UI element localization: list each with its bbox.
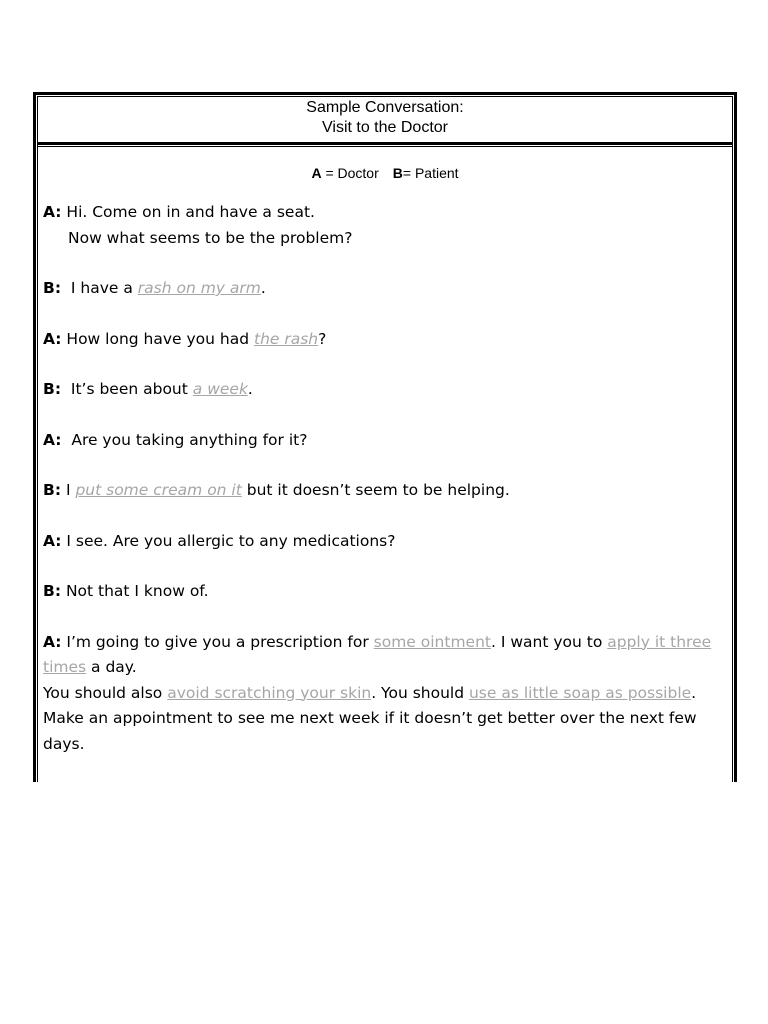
- frame-inner-border-right: [732, 96, 733, 782]
- utterance-text: .: [260, 279, 266, 297]
- fill-in-phrase: avoid scratching your skin: [167, 683, 372, 702]
- utterance-text: .: [247, 380, 253, 398]
- legend-b-key: B: [392, 165, 403, 181]
- speaker-label: B:: [43, 582, 62, 600]
- frame-border-left: [33, 92, 36, 782]
- utterance-text: ?: [318, 329, 327, 348]
- utterance-text: You should also: [43, 683, 168, 702]
- speaker-label: B:: [43, 279, 62, 297]
- speaker-legend: [38, 164, 732, 182]
- utterance-text: .: [691, 683, 697, 702]
- header-divider: [37, 142, 733, 145]
- speaker-label: A:: [43, 531, 62, 550]
- utterance-text: but it doesn’t seem to be helping.: [241, 481, 510, 499]
- header-divider-inner: [37, 146, 733, 147]
- turn-9: [43, 630, 723, 758]
- utterance-text: It’s been about: [61, 380, 193, 398]
- legend-b-value: = Patient: [402, 165, 459, 181]
- utterance-continuation: Make an appointment to see me next week if it doesn’t get better over the next few days.: [43, 709, 697, 753]
- turn-6: [43, 478, 723, 504]
- utterance-continuation: Now what seems to be the problem?: [68, 228, 353, 247]
- turn-7: [43, 529, 723, 555]
- turn-1: [43, 200, 723, 251]
- utterance-text: How long have you had: [61, 329, 254, 348]
- utterance-text: a day.: [86, 658, 137, 676]
- speaker-label: A:: [43, 430, 62, 449]
- speaker-label: A:: [43, 329, 62, 348]
- utterance-text: I: [61, 481, 76, 499]
- turn-4: [43, 377, 723, 403]
- fill-in-phrase: apply it three times: [43, 632, 712, 676]
- legend-a-key: A: [311, 165, 322, 181]
- speaker-label: A:: [43, 632, 62, 651]
- page-title: [38, 98, 732, 138]
- frame-inner-border-top: [37, 96, 733, 97]
- frame-border-top: [33, 92, 737, 95]
- title-line-2: Visit to the Doctor: [322, 119, 448, 136]
- title-line-1: Sample Conversation:: [306, 99, 464, 116]
- utterance-text: I have a: [61, 279, 138, 297]
- turn-8: [43, 579, 723, 605]
- frame-inner-border-left: [37, 96, 38, 782]
- utterance-text: I see. Are you allergic to any medications?: [61, 531, 396, 550]
- utterance-text: Are you taking anything for it?: [61, 430, 308, 449]
- utterance-text: Not that I know of.: [61, 582, 209, 600]
- conversation-body: [43, 200, 723, 757]
- turn-5: [43, 428, 723, 454]
- fill-in-phrase: rash on my arm: [137, 279, 261, 297]
- turn-2: [43, 276, 723, 302]
- turn-3: [43, 327, 723, 353]
- legend-a-value: = Doctor: [321, 165, 379, 181]
- fill-in-phrase: the rash: [254, 329, 319, 348]
- speaker-label: B:: [43, 380, 62, 398]
- fill-in-phrase: a week: [192, 380, 248, 398]
- utterance-text: Hi. Come on in and have a seat.: [61, 203, 315, 221]
- utterance-text: . I want you to: [491, 632, 608, 651]
- utterance-text: I’m going to give you a prescription for: [61, 632, 374, 651]
- fill-in-phrase: use as little soap as possible: [468, 683, 692, 702]
- fill-in-phrase: some ointment: [373, 632, 491, 651]
- speaker-label: A:: [43, 203, 62, 221]
- speaker-label: B:: [43, 481, 62, 499]
- fill-in-phrase: put some cream on it: [75, 481, 242, 499]
- utterance-text: . You should: [371, 683, 469, 702]
- frame-border-right: [734, 92, 737, 782]
